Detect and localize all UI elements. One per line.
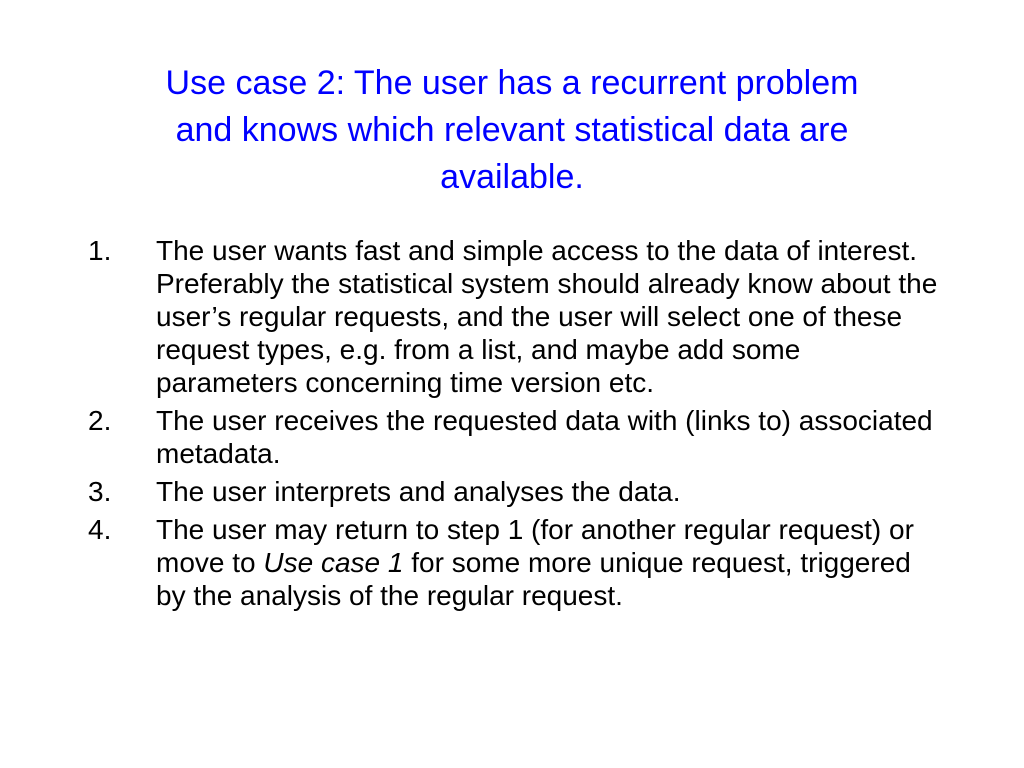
step-list (88, 234, 948, 617)
slide-title-line-2: and knows which relevant statistical data are (175, 111, 849, 149)
list-item-text-after: for some more unique request, triggered by the analysis of the regular request. (156, 547, 911, 611)
slide-title-line-3: available. (440, 158, 584, 196)
list-item (88, 234, 948, 399)
slide-title-line-1: Use case 2: The user has a recurrent problem (165, 64, 859, 102)
list-item-text: The user receives the requested data with (links to) associated metadata. (156, 405, 933, 469)
list-item (88, 513, 948, 612)
list-item (88, 404, 948, 470)
list-item-number: 4. (88, 514, 112, 545)
list-item-number: 2. (88, 405, 112, 436)
use-case-reference: Use case 1 (263, 547, 404, 578)
list-item-text (156, 514, 914, 611)
list-item-text: The user wants fast and simple access to the data of interest. Preferably the statistical system should already know about the user’s regular requests, and the user will select one of these request types, e.g. from a list, and maybe add some parameters concerning time version etc. (156, 235, 938, 398)
list-item-number: 3. (88, 476, 112, 507)
slide-title (90, 60, 934, 201)
list-item-number: 1. (88, 235, 112, 266)
list-item-text-before: The user may return to step 1 (for another regular request) or move to (156, 514, 914, 578)
list-item (88, 475, 948, 508)
list-item-text: The user interprets and analyses the data. (156, 476, 681, 507)
